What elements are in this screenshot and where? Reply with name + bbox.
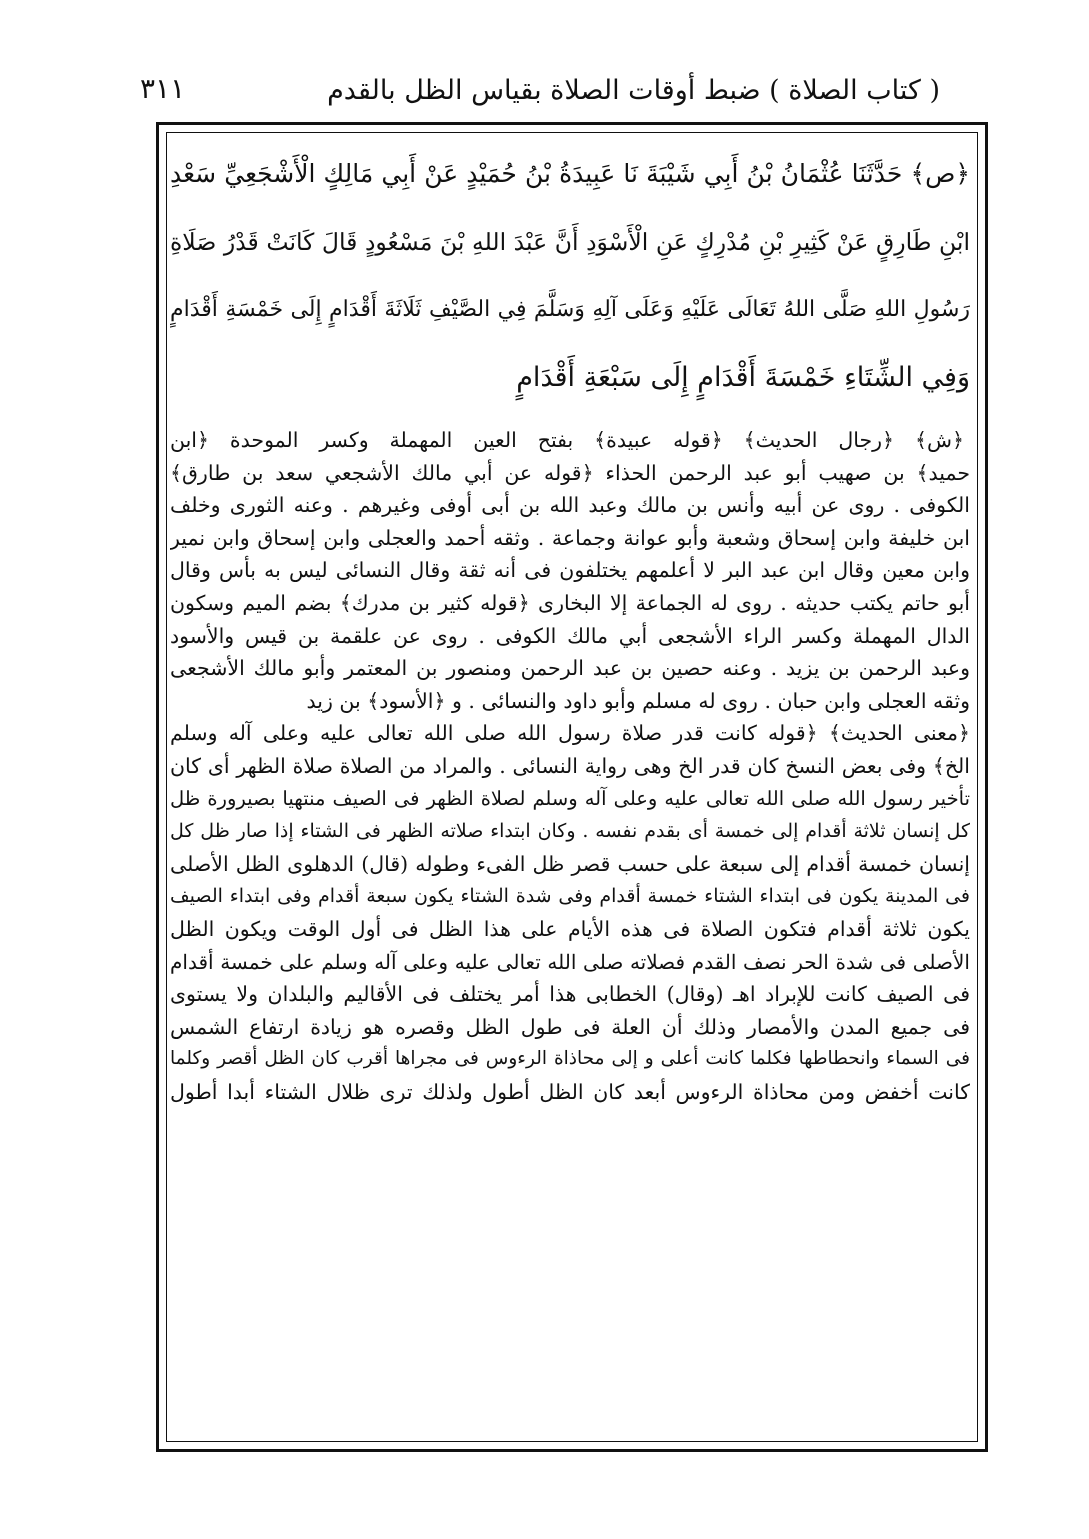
commentary-line: الدال المهملة وكسر الراء الأشجعى أبي مالك الكوفى . روى عن علقمة بن قيس والأسود — [170, 623, 970, 648]
hadith-line: وَفِي الشِّتَاءِ خَمْسَةَ أَقْدَامٍ إِلَى سَبْعَةِ أَقْدَامٍ — [516, 362, 970, 393]
commentary-line: كانت أخفض ومن محاذاة الرءوس أبعد كان الظل أطول ولذلك ترى ظلال الشتاء أبدا أطول — [170, 1079, 970, 1104]
commentary-line: وابن معين وقال ابن عبد البر لا أعلمهم يختلفون فى أنه ثقة وقال النسائى ليس به بأس وقال — [170, 558, 970, 583]
commentary-line: تأخير رسول الله صلى الله تعالى عليه وعلى آله وسلم لصلاة الظهر فى الصيف منتهيا بصيرورة ظل — [170, 786, 970, 810]
commentary-line: ابن خليفة وابن إسحاق وشعبة وأبو عوانة وجماعة . وثقه أحمد والعجلى وابن إسحاق وابن نمير — [170, 525, 970, 550]
commentary-line: الأصلى فى شدة الحر نصف القدم فصلاته صلى الله تعالى عليه وعلى آله وسلم على خمسة أقدام — [170, 949, 970, 974]
commentary-line: الكوفى . روى عن أبيه وأنس بن مالك وعبد الله بن أبى أوفى وغيرهم . وعنه الثورى وخلف — [170, 493, 970, 518]
hadith-line: ابْنِ طَارِقٍ عَنْ كَثِيرِ بْنِ مُدْرِكٍ عَنِ الْأَسْوَدِ أَنَّ عَبْدَ اللهِ بْنَ مَسْعُودٍ قَالَ كَانَتْ قَدْرُ صَلَاةِ — [170, 228, 970, 256]
commentary-line: فى الصيف كانت للإبراد اهـ (وقال) الخطابى هذا أمر يختلف فى الأقاليم والبلدان ولا يستوى — [170, 982, 970, 1007]
page-header — [140, 66, 940, 114]
commentary-line: ﴿معنى الحديث﴾ ﴿قوله كانت قدر صلاة رسول الله صلى الله تعالى عليه وعلى آله وسلم — [170, 721, 970, 746]
page-number: ٣١١ — [140, 72, 186, 105]
commentary-line: وثقه العجلى وابن حبان . روى له مسلم وأبو داود والنسائى . و ﴿الأسود﴾ بن زيد — [306, 688, 970, 713]
commentary-line: فى المدينة يكون فى ابتداء الشتاء خمسة أقدام وفى شدة الشتاء يكون سبعة أقدام وفى ابتداء الصيف — [170, 885, 970, 908]
hadith-line: ﴿ص﴾ حَدَّثَنَا عُثْمَانُ بْنُ أَبِي شَيْبَةَ نَا عَبِيدَةُ بْنُ حُمَيْدٍ عَنْ أَبِي مَالِكٍ الْأَشْجَعِيِّ سَعْدِ — [170, 159, 970, 188]
page-content — [170, 140, 970, 1435]
commentary-line: كل إنسان ثلاثة أقدام إلى خمسة أى بقدم نفسه . وكان ابتداء صلاته الظهر فى الشتاء إذا صار ظل كل — [170, 820, 970, 843]
commentary-line: فى السماء وانحطاطها فكلما كانت أعلى و إلى محاذاة الرءوس فى مجراها أقرب كان الظل أقصر وكلما — [170, 1048, 970, 1070]
commentary-line: الخ﴾ وفى بعض النسخ كان قدر الخ وهى رواية النسائى . والمراد من الصلاة صلاة الظهر أى كان — [170, 753, 970, 778]
commentary-line: إنسان خمسة أقدام إلى سبعة على حسب قصر ظل الفىء وطوله (قال) الدهلوى الظل الأصلى — [170, 851, 970, 876]
hadith-text — [170, 140, 970, 412]
commentary-line: أبو حاتم يكتب حديثه . روى له الجماعة إلا البخارى ﴿قوله كثير بن مدرك﴾ بضم الميم وسكون — [170, 590, 970, 615]
running-title: ( كتاب الصلاة ) ضبط أوقات الصلاة بقياس الظل بالقدم — [327, 74, 940, 106]
commentary-text — [170, 424, 970, 1108]
commentary-line: يكون ثلاثة أقدام فتكون الصلاة فى هذه الأيام على هذا الظل فى أول الوقت ويكون الظل — [170, 916, 970, 941]
commentary-line: ﴿ش﴾ ﴿رجال الحديث﴾ ﴿قوله عبيدة﴾ بفتح العين المهملة وكسر الموحدة ﴿ابن — [170, 428, 964, 452]
commentary-line: وعبد الرحمن بن يزيد . وعنه حصين بن عبد الرحمن ومنصور بن المعتمر وأبو مالك الأشجعى — [170, 656, 970, 681]
hadith-line: رَسُولِ اللهِ صَلَّى اللهُ تَعَالَى عَلَيْهِ وَعَلَى آلِهِ وَسَلَّمَ فِي الصَّيْفِ ثَلَاثَةَ أَقْدَامٍ إِلَى خَمْسَةِ أَقْدَامٍ — [170, 297, 970, 322]
commentary-line: حميد﴾ بن صهيب أبو عبد الرحمن الحذاء ﴿قوله عن أبي مالك الأشجعي سعد بن طارق﴾ — [170, 460, 970, 485]
commentary-line: فى جميع المدن والأمصار وذلك أن العلة فى طول الظل وقصره هو زيادة ارتفاع الشمس — [170, 1014, 970, 1039]
